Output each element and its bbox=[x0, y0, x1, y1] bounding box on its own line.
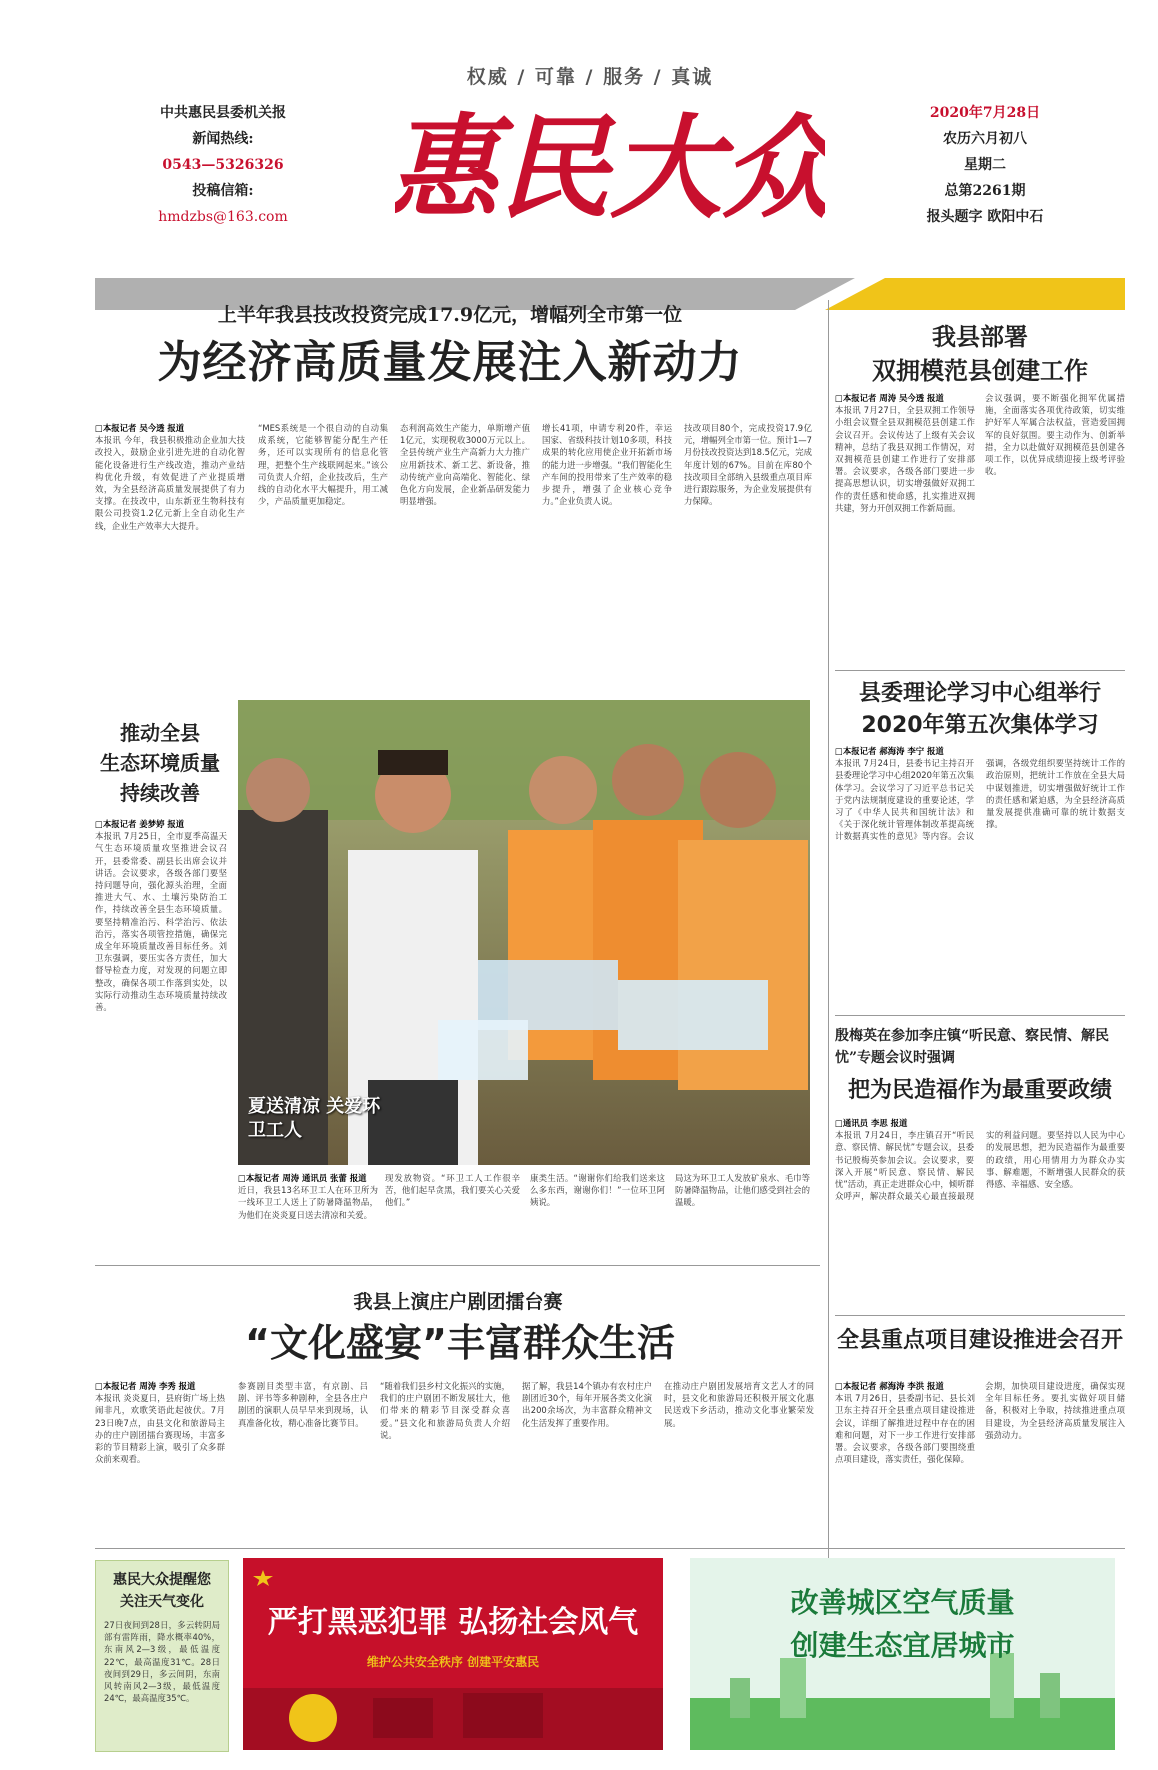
weather-text: 27日夜间到28日，多云转阴局部有雷阵雨，降水概率40%，东南风2—3级，最低温度22℃，最高温度31℃。28日夜间到29日，多云间阴，东南风转南风2—3级，最低温度24℃，最高温度35℃。 bbox=[104, 1620, 220, 1704]
side1-headline bbox=[835, 320, 1125, 388]
lower-kicker: 我县上演庄户剧团擂台赛 bbox=[353, 1291, 563, 1313]
lower-col-3: “随着我们县乡村文化振兴的实施，我们的庄户剧团不断发展壮大，他们带来的精彩节目深受群众喜爱。”县文化和旅游局负责人介绍说。 bbox=[380, 1381, 510, 1440]
lower-col-4: 据了解，我县14个镇办有农村庄户剧团近30个，每年开展各类文化演出200余场次，为丰富群众精神文化生活发挥了重要作用。 bbox=[522, 1381, 652, 1428]
lunar-date: 农历六月初八 bbox=[943, 131, 1027, 147]
issue-date: 2020年7月28日 bbox=[929, 105, 1041, 121]
lead-col-2: “MES系统是一个很自动的自动集成系统，它能够智能分配生产任务，还可以实现所有的信息化管理，把整个生产线联网起来。”该公司负责人介绍，企业技改后，生产线的自动化水平大幅提升，用工减少，产品质量更加稳定。 bbox=[258, 423, 388, 507]
side3-headline bbox=[835, 678, 1125, 742]
newspaper-logo bbox=[395, 95, 825, 235]
side2-title-line2: 生态环境质量 bbox=[100, 751, 220, 775]
side2-byline: □本报记者 姜梦婷 报道 bbox=[95, 819, 185, 829]
photo-text-1: 近日，我县13名环卫工人在环卫所为一线环卫工人送上了防暑降温物品，为他们在炎炎夏日送去清凉和关爱。 bbox=[238, 1185, 378, 1220]
lower-col-2: 参赛剧目类型丰富，有京剧、吕剧、评书等多种剧种，全县各庄户剧团的演职人员早早来到现场，认真准备化妆，精心准备比赛节目。 bbox=[238, 1381, 368, 1428]
lead-byline: □本报记者 吴今透 报道 bbox=[95, 423, 185, 433]
lead-col-1: 本报讯 今年，我县积极推动企业加大技改投入，鼓励企业引进先进的自动化智能化设备进行生产线改造，推动产业结构优化升级，有效促进了产业提质增效，为全县经济高质量发展提供了有力支撑。在技改中，山东新亚生物科技有限公司投资1.2亿元新上全自动化生产线，企业生产效率大大提升。 bbox=[95, 435, 245, 531]
slogan: 权威 / 可靠 / 服务 / 真诚 bbox=[466, 66, 714, 88]
weekday: 星期二 bbox=[964, 157, 1006, 173]
publisher: 中共惠民县委机关报 bbox=[160, 105, 286, 121]
weather-title-line2: 关注天气变化 bbox=[120, 1594, 204, 1610]
masthead-left bbox=[148, 100, 298, 230]
side4-text: 本报讯 7月24日，李庄镇召开“听民意、察民情、解民忧”专题会议，县委书记殷梅英参加会议。会议要求，要深入开展“听民意、察民情、解民忧”活动，真正走进群众心中，倾听群众呼声，解决群众最关心最直接最现实的利益问题。要坚持以人民为中心的发展思想，把为民造福作为最重要的政绩，用心用情用力为群众办实事、解难题，不断增强人民群众的获得感、幸福感、安全感。 bbox=[835, 1130, 1125, 1202]
lead-col-4: 增长41项，申请专利20件，幸运国家、省级科技计划10多项，科技成果的转化应用使企业开拓新市场的能力进一步增强。“我们智能化生产车间的投用带来了生产效率的稳步提升，增强了企业核心竞争力。”企业负责人说。 bbox=[542, 423, 672, 507]
banner2-line2: 创建生态宜居城市 bbox=[790, 1629, 1015, 1662]
side5-headline: 全县重点项目建设推进会召开 bbox=[836, 1328, 1123, 1353]
side5-col-2: 会期，加快项目建设进度，确保实现全年目标任务。要扎实做好项目储备，积极对上争取，持续推进重点项目建设，为全县经济高质量发展注入强劲动力。 bbox=[985, 1381, 1125, 1440]
side1-title-line2: 双拥模范县创建工作 bbox=[872, 357, 1088, 385]
photo-text-4: 局这为环卫工人发放矿泉水、毛巾等防暑降温物品，让他们感受到社会的温暖。 bbox=[675, 1173, 810, 1208]
banner1-main: 严打黑恶犯罪 弘扬社会风气 bbox=[267, 1605, 639, 1640]
inscription: 报头题字 欧阳中石 bbox=[926, 209, 1044, 225]
side2-headline bbox=[95, 718, 225, 808]
photo-text-3: 康类生活。“谢谢你们给我们送来这么多东西，谢谢你们！”一位环卫阿姨说。 bbox=[530, 1173, 665, 1208]
side3-title-line1: 县委理论学习中心组举行 bbox=[858, 681, 1101, 706]
photo-text-2: 现发放物资。“环卫工人工作很辛苦，他们起早贪黑，我们要关心关爱他们。” bbox=[385, 1173, 520, 1208]
email-address: hmdzbs@163.com bbox=[158, 209, 288, 225]
lead-kicker: 上半年我县技改投资完成17.9亿元，增幅列全市第一位 bbox=[217, 304, 683, 326]
side1-col-2: 会议强调，要不断强化拥军优属措施，全面落实各项优待政策，切实维护好军人军属合法权益，营造爱国拥军的良好氛围。要主动作为、创新举措，全力以赴做好双拥模范县创建各项工作，以优异成绩迎接上级考评验收。 bbox=[985, 393, 1125, 477]
banner2-line1: 改善城区空气质量 bbox=[790, 1586, 1015, 1619]
side4-kicker: 殷梅英在参加李庄镇“听民意、察民情、解民忧”专题会议时强调 bbox=[835, 1028, 1110, 1066]
photo-caption: 夏送清凉 关爱环卫工人 bbox=[248, 1096, 381, 1141]
email-label: 投稿信箱: bbox=[192, 183, 254, 199]
issue-number: 总第2261期 bbox=[944, 183, 1026, 199]
lead-col-5: 技改项目80个，完成投资17.9亿元，增幅列全市第一位。预计1—7月份技改投资达到18.5亿元，完成年度计划的67%。目前在库80个技改项目全部纳入县级重点项目库进行跟踪服务，为企业发展提供有力保障。 bbox=[684, 423, 812, 507]
lower-col-5: 在推动庄户剧团发展培育文艺人才的同时，县文化和旅游局还积极开展文化惠民送戏下乡活动，推动文化事业繁荣发展。 bbox=[664, 1381, 814, 1428]
logo-text: 惠民大众 bbox=[395, 103, 825, 234]
side2-title-line1: 推动全县 bbox=[120, 721, 200, 745]
side4-headline: 把为民造福作为最重要政绩 bbox=[847, 1078, 1112, 1103]
side5-byline: □本报记者 郝海涛 李洪 报道 bbox=[835, 1381, 944, 1391]
lead-headline: 为经济高质量发展注入新动力 bbox=[157, 337, 743, 388]
lower-byline: □本报记者 周涛 李秀 报道 bbox=[95, 1381, 196, 1391]
side2-title-line3: 持续改善 bbox=[120, 781, 200, 805]
photo-sanitation-workers bbox=[238, 700, 810, 1165]
weather-title-line1: 惠民大众提醒您 bbox=[113, 1572, 211, 1588]
side3-text: 本报讯 7月24日，县委书记主持召开县委理论学习中心组2020年第五次集体学习。会议学习了习近平总书记关于党内法规制度建设的重要论述，学习了《中华人民共和国统计法》和《关于深化统计管理体制改革提高统计数据真实性的意见》等内容。会议强调，各级党组织要坚持统计工作的政治原则，把统计工作放在全县大局中谋划推进，切实增强做好统计工作的责任感和紧迫感，为全县经济高质量发展提供准确可靠的统计数据支撑。 bbox=[835, 758, 1125, 842]
banner-anti-crime bbox=[243, 1558, 663, 1750]
banner-air-quality bbox=[690, 1558, 1115, 1750]
hotline-number: 0543—5326326 bbox=[162, 157, 284, 173]
side1-col-1: 本报讯 7月27日，全县双拥工作领导小组会议暨全县双拥模范县创建工作会议召开。会议传达了上级有关会议精神，总结了我县双拥工作情况，对双拥模范县创建工作进行了安排部署。会议要求，各级各部门要进一步提高思想认识，切实增强做好双拥工作的责任感和使命感，扎实推进双拥共建，努力开创双拥工作新局面。 bbox=[835, 405, 975, 513]
side3-byline: □本报记者 郝海涛 李宁 报道 bbox=[835, 746, 944, 756]
weather-box bbox=[95, 1560, 229, 1752]
masthead-right bbox=[910, 100, 1060, 230]
lead-col-3: 态利润高效生产能力，单斯增产值1亿元，实现税收3000万元以上。全县传统产业生产高新力大力推广应用新技术、新工艺、新设备，推动传统产业向高端化、智能化、绿色化方向发展，企业新品研发能力明显增强。 bbox=[400, 423, 530, 507]
lower-headline: “文化盛宴”丰富群众生活 bbox=[245, 1321, 675, 1365]
side3-title-line2: 2020年第五次集体学习 bbox=[861, 713, 1099, 738]
side5-col-1: 本讯 7月26日，县委副书记、县长刘卫东主持召开全县重点项目建设推进会议，详细了解推进过程中存在的困难和问题，对下一步工作进行安排部署。会议要求，各级各部门要围绕重点项目建设，落实责任，强化保障。 bbox=[835, 1393, 975, 1465]
side2-text: 本报讯 7月25日，全市夏季高温天气生态环境质量攻坚推进会议召开，县委常委、副县长出席会议并讲话。会议要求，各级各部门要坚持问题导向，强化源头治理，全面推进大气、水、土壤污染防治工作，持续改善全县生态环境质量。要坚持精准治污、科学治污、依法治污，落实各项管控措施，确保完成全年环境质量改善目标任务。刘卫东强调，要压实各方责任，加大督导检查力度，对发现的问题立即整改，确保各项工作落到实处，以实际行动推动生态环境质量持续改善。 bbox=[95, 831, 227, 1013]
side1-title-line1: 我县部署 bbox=[932, 323, 1028, 351]
photo-byline: □本报记者 周涛 通讯员 张蕾 报道 bbox=[238, 1173, 367, 1183]
hotline-label: 新闻热线: bbox=[192, 131, 254, 147]
banner1-sub: 维护公共安全秩序 创建平安惠民 bbox=[366, 1655, 540, 1669]
lower-col-1: 本报讯 炎炎夏日，县府街广场上热闹非凡，欢歌笑语此起彼伏。7月23日晚7点，由县文化和旅游局主办的庄户剧团擂台赛现场，丰富多彩的节目精彩上演，吸引了众多群众前来观看。 bbox=[95, 1393, 225, 1465]
side1-byline: □本报记者 周涛 吴今透 报道 bbox=[835, 393, 944, 403]
side4-byline: □通讯员 李思 报道 bbox=[835, 1118, 908, 1128]
